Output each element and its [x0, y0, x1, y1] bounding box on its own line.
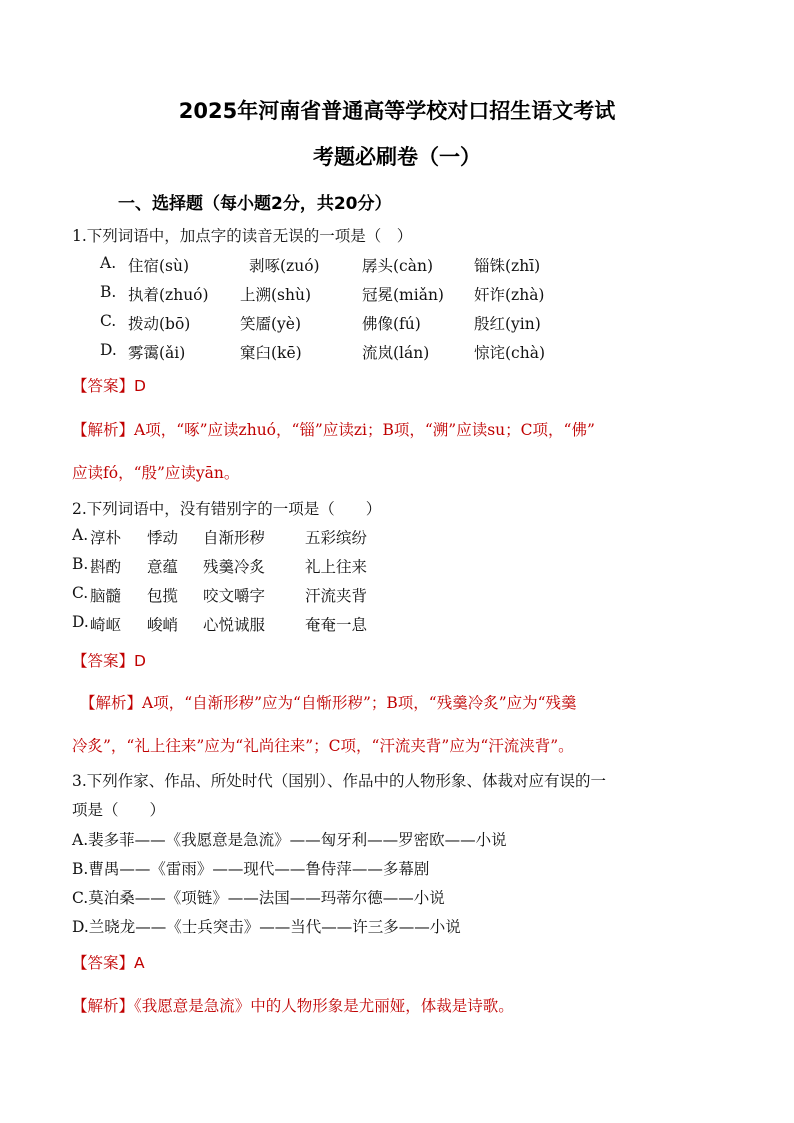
option-item: 奸诈(zhà) [474, 286, 545, 304]
option-label: B. [72, 555, 89, 573]
option-item: 意蕴 [147, 558, 179, 576]
q2-analysis-line-1: 【解析】A项，“自渐形秽”应为“自惭形秽”；B项，“残羹冷炙”应为“残羹 [80, 694, 577, 712]
option-item: 雾霭(ǎi) [128, 344, 186, 362]
option-item: 五彩缤纷 [305, 529, 368, 547]
q3-answer: 【答案】A [72, 954, 145, 972]
option-item: 奄奄一息 [305, 616, 368, 634]
option-item: 自渐形秽 [203, 529, 266, 547]
option-label: A. [100, 254, 117, 272]
option-item: 峻峭 [147, 616, 179, 634]
q3-option-b: B.曹禺——《雷雨》——现代——鲁侍萍——多幕剧 [72, 860, 430, 878]
q3-option-d: D.兰晓龙——《士兵突击》——当代——许三多——小说 [72, 918, 461, 936]
question-3-stem-line-2: 项是（ ） [72, 801, 166, 819]
q1-answer: 【答案】D [72, 377, 146, 395]
q3-option-c: C.莫泊桑——《项链》——法国——玛蒂尔德——小说 [72, 889, 445, 907]
page-subtitle: 考题必刷卷（一） [313, 145, 481, 169]
page-title: 2025年河南省普通高等学校对口招生语文考试 [178, 99, 616, 123]
option-item: 残羹冷炙 [203, 558, 266, 576]
option-label: B. [100, 283, 117, 301]
option-item: 冠冕(miǎn) [362, 286, 444, 304]
option-label: C. [72, 584, 89, 602]
q1-analysis-line-1: 【解析】A项，“啄”应读zhuó，“锱”应读zi；B项，“溯”应读su；C项，“佛” [72, 421, 595, 439]
q2-analysis-line-2: 冷炙”，“礼上往来”应为“礼尚往来”；C项，“汗流夹背”应为“汗流浃背”。 [72, 737, 574, 755]
option-item: 拨动(bō) [128, 315, 191, 333]
option-label: D. [100, 341, 117, 359]
option-item: 崎岖 [90, 616, 122, 634]
option-item: 汗流夹背 [305, 587, 368, 605]
option-item: 上溯(shù) [240, 286, 312, 304]
option-item: 心悦诚服 [203, 616, 266, 634]
option-label: A. [72, 526, 89, 544]
section-heading: 一、选择题（每小题2分，共20分） [118, 194, 392, 214]
option-item: 笑靥(yè) [240, 315, 302, 333]
option-item: 孱头(càn) [362, 257, 433, 275]
q2-answer: 【答案】D [72, 652, 146, 670]
option-item: 脑髓 [90, 587, 122, 605]
option-item: 窠臼(kē) [240, 344, 302, 362]
option-item: 住宿(sù) [128, 257, 190, 275]
q3-option-a: A.裴多菲——《我愿意是急流》——匈牙利——罗密欧——小说 [72, 831, 507, 849]
option-item: 剥啄(zuó) [249, 257, 320, 275]
option-label: C. [100, 312, 117, 330]
option-item: 咬文嚼字 [203, 587, 266, 605]
option-item: 包揽 [147, 587, 179, 605]
question-2-stem: 2.下列词语中，没有错别字的一项是（ ） [72, 500, 382, 518]
option-item: 礼上往来 [305, 558, 368, 576]
option-label: D. [72, 613, 89, 631]
q1-analysis-line-2: 应读fó，“殷”应读yān。 [72, 464, 240, 482]
option-item: 锱铢(zhī) [474, 257, 541, 275]
option-item: 悸动 [147, 529, 179, 547]
option-item: 斟酌 [90, 558, 122, 576]
option-item: 殷红(yin) [474, 315, 541, 333]
option-item: 惊诧(chà) [474, 344, 545, 362]
option-item: 执着(zhuó) [128, 286, 209, 304]
question-1-stem: 1.下列词语中，加点字的读音无误的一项是（ ） [72, 227, 413, 245]
question-3-stem-line-1: 3.下列作家、作品、所处时代（国别）、作品中的人物形象、体裁对应有误的一 [72, 772, 607, 790]
q3-analysis: 【解析】《我愿意是急流》中的人物形象是尤丽娅，体裁是诗歌。 [72, 997, 514, 1015]
option-item: 佛像(fú) [362, 315, 421, 333]
option-item: 淳朴 [90, 529, 122, 547]
option-item: 流岚(lán) [362, 344, 430, 362]
